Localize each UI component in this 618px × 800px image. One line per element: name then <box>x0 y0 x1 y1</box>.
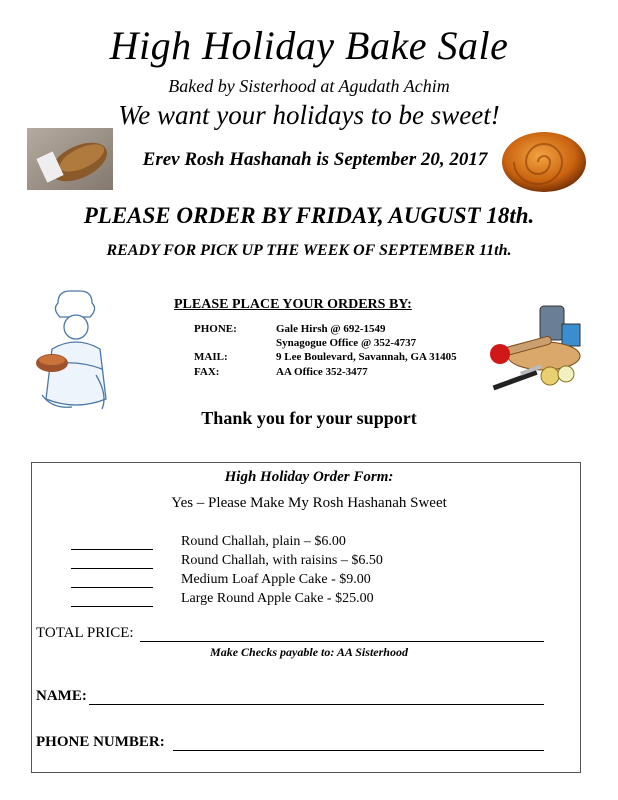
order-form-title: High Holiday Order Form: <box>224 469 394 485</box>
baking-supplies-icon <box>484 304 590 400</box>
quantity-blank-large-apple-cake[interactable] <box>71 606 153 607</box>
item-large-apple-cake: Large Round Apple Cake - $25.00 <box>181 591 374 606</box>
orders-heading: PLEASE PLACE YOUR ORDERS BY: <box>174 297 412 312</box>
tagline: We want your holidays to be sweet! <box>118 100 500 130</box>
fax-number: AA Office 352-3477 <box>276 366 368 378</box>
name-field[interactable] <box>89 704 544 705</box>
item-plain-challah: Round Challah, plain – $6.00 <box>181 534 346 549</box>
phone-contact-gale: Gale Hirsh @ 692-1549 <box>276 323 386 335</box>
fax-label: FAX: <box>194 366 220 378</box>
pickup-info: READY FOR PICK UP THE WEEK OF SEPTEMBER 11th. <box>106 242 512 259</box>
checks-payable-note: Make Checks payable to: AA Sisterhood <box>210 645 408 659</box>
item-medium-apple-cake: Medium Loaf Apple Cake - $9.00 <box>181 572 371 587</box>
total-price-label: TOTAL PRICE: <box>36 625 134 641</box>
order-form-yes-line: Yes – Please Make My Rosh Hashanah Sweet <box>171 495 447 511</box>
bread-loaf-icon <box>27 128 113 190</box>
quantity-blank-raisin-challah[interactable] <box>71 568 153 569</box>
subtitle: Baked by Sisterhood at Agudath Achim <box>168 76 450 96</box>
name-label: NAME: <box>36 688 87 704</box>
round-challah-icon <box>500 126 588 196</box>
phone-number-label: PHONE NUMBER: <box>36 734 165 750</box>
phone-number-field[interactable] <box>173 750 544 751</box>
quantity-blank-plain-challah[interactable] <box>71 549 153 550</box>
erev-date: Erev Rosh Hashanah is September 20, 2017 <box>142 149 488 170</box>
baker-chef-icon <box>32 287 126 415</box>
mail-address: 9 Lee Boulevard, Savannah, GA 31405 <box>276 351 457 363</box>
phone-contact-office: Synagogue Office @ 352-4737 <box>276 337 417 349</box>
page-title: High Holiday Bake Sale <box>109 23 509 68</box>
quantity-blank-medium-apple-cake[interactable] <box>71 587 153 588</box>
phone-label: PHONE: <box>194 323 237 335</box>
mail-label: MAIL: <box>194 351 228 363</box>
total-price-field[interactable] <box>140 641 544 642</box>
item-raisin-challah: Round Challah, with raisins – $6.50 <box>181 553 383 568</box>
thank-you-message: Thank you for your support <box>201 408 417 428</box>
order-deadline: PLEASE ORDER BY FRIDAY, AUGUST 18th. <box>83 203 535 228</box>
